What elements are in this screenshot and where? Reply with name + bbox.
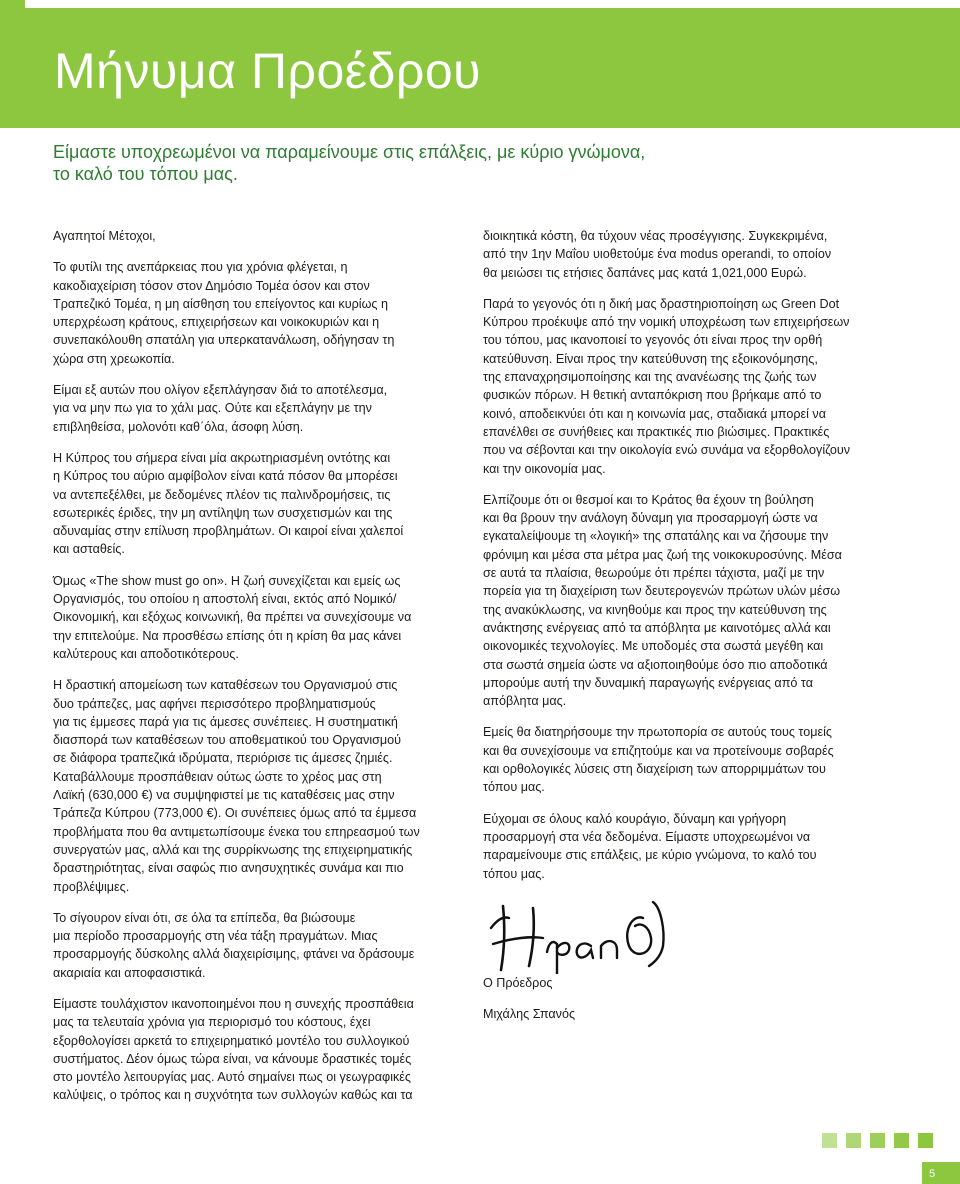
page-title: Μήνυμα Προέδρου xyxy=(54,43,481,99)
decor-square xyxy=(894,1133,909,1148)
paragraph: Παρά το γεγονός ότι η δική μας δραστηριοποίηση ως Green Dot Κύπρου προέκυψε από την νομική υποχρέωση των επιχειρήσεων του τόπου, μας ικανοποιεί το γεγονός ότι είναι προς την ορθή κατεύθυνση. Είναι προς την κατεύθυνση της εξοικονόμησης, της επαναχρησιμοποίησης και της ανανέωσης της ζωής των φυσικών πόρων. Η θετική ανταπόκριση που βρήκαμε από το κοινό, αποδεικνύει ότι και η κοινωνία μας, σταδιακά μπορεί να επανέλθει σε συνήθειες και πρακτικές πιο βιώσιμες. Πρακτικές που να σέβονται και την οικολογία ενώ συνάμα να εξορθολογίζουν και την οικονομία μας. xyxy=(483,296,851,476)
paragraph: Εύχομαι σε όλους καλό κουράγιο, δύναμη και γρήγορη προσαρμογή στα νέα δεδομένα. Είμαστε υποχρεωμένοι να παραμείνουμε στις επάλξεις, με κύριο γνώμονα, το καλό του τόπου μας. xyxy=(483,811,817,881)
header-notch xyxy=(25,0,960,8)
subtitle-line-1: Είμαστε υποχρεωμένοι να παραμείνουμε στις επάλξεις, με κύριο γνώμονα, xyxy=(53,142,646,162)
paragraph: Εμείς θα διατηρήσουμε την πρωτοπορία σε αυτούς τους τομείς και θα συνεχίσουμε να επιζητούμε και να προτείνουμε σοβαρές και ορθολογικές λύσεις στη διαχείριση των απορριμμάτων του τόπου μας. xyxy=(483,725,834,795)
signature xyxy=(483,896,723,974)
decor-square xyxy=(822,1133,837,1148)
paragraph: Η δραστική απομείωση των καταθέσεων του Οργανισμού στις δυο τράπεζες, μας αφήνει περισσότερο προβληματισμούς για τις έμμεσες παρά για τις άμεσες συνέπειες. Η συστηματική διασπορά των καταθέσεων του αποθεματικού του Οργανισμού σε διάφορα τραπεζικά ιδρύματα, περιόρισε τις άμεσες ζημιές. Καταβάλλουμε προσπάθειαν ούτως ώστε το χρέος μας στη Λαϊκή (630,000 €) να συμψηφιστεί με τις καταθέσεις μας στην Τράπεζα Κύπρου (773,000 €). Οι συνέπειες όμως από τα έμμεσα προβλήματα που θα αντιμετωπίσουμε ένεκα του επηρεασμού των συνεργατών μας, αλλά και της συρρίκνωσης της επιχειρηματικής δραστηριότητας, είναι σαφώς πιο ανησυχητικές συνάμα και πιο προβλέψιμες. xyxy=(53,678,420,894)
paragraph: Η Κύπρος του σήμερα είναι μία ακρωτηριασμένη οντότης και η Κύπρος του αύριο αμφίβολον είναι κατά πόσον θα μπορέσει να αντεπεξέλθει, με δεδομένες πλέον τις παλινδρομήσεις, τις εσωτερικές έριδες, την μη αντίληψη των συσχετισμών και της αδυναμίας στην επίλυση προβλημάτων. Οι καιροί είναι χαλεποί και ασταθείς. xyxy=(53,450,404,557)
signatory-name: Μιχάλης Σπανός xyxy=(483,1007,576,1022)
paragraph: διοικητικά κόστη, θα τύχουν νέας προσέγγισης. Συγκεκριμένα, από την 1ην Μαΐου υιοθετούμε ένα modus operandi, το οποίον θα μειώσει τις ετήσιες δαπάνες μας κατά 1,021,000 Ευρώ. xyxy=(483,229,832,280)
decor-square xyxy=(846,1133,861,1148)
signature-drawing xyxy=(483,896,723,974)
paragraph: Το φυτίλι της ανεπάρκειας που για χρόνια φλέγεται, η κακοδιαχείριση τόσον στον Δημόσιο Τομέα όσον και στον Τραπεζικό Τομέα, η μη αίσθηση του επείγοντος και κυρίως η υπερχρέωση κράτους, επιχειρήσεων και νοικοκυριών και η συνεπακόλουθη σπατάλη για υπερκατανάλωση, οδήγησαν τη χώρα στη χρεωκοπία. xyxy=(53,260,395,366)
left-column xyxy=(53,227,483,1118)
decor-square xyxy=(918,1133,933,1148)
paragraph: Είμαστε τουλάχιστον ικανοποιημένοι που η συνεχής προσπάθεια μας τα τελευταία χρόνια για περιορισμό του κόστους, έχει εξορθολογίσει αρκετά το επιχειρηματικό μοντέλο του συλλογικού συστήματος. Δέον όμως τώρα είναι, να κάνουμε δραστικές τομές στο μοντέλο λειτουργίας μας. Αυτό σημαίνει πως οι γεωγραφικές καλύψεις, ο τρόπος και η συχνότητα των συλλογών καθώς και τα xyxy=(53,996,414,1103)
decor-square xyxy=(870,1133,885,1148)
paragraph: Ελπίζουμε ότι οι θεσμοί και το Κράτος θα έχουν τη βούληση και θα βρουν την ανάλογη δύναμη για προσαρμογή ώστε να εγκαταλείψουμε τη «λογική» της σπατάλης και να ζήσουμε την φρόνιμη και μέσα στα μέτρα μας ζωή της νοικοκυροσύνης. Μέσα σε αυτά τα πλαίσια, θεωρούμε ότι πρέπει τάχιστα, μαζί με την πορεία για τη διαχείριση των δευτερογενών πρώτων υλών μέσω της ανακύκλωσης, να κινηθούμε και προς την κατεύθυνση της ανάκτησης ενέργειας από τα απόβλητα με καινοτόμες αλλά και οικονομικές τεχνολογίες. Με υποδομές στα σωστά μεγέθη και στα σωστά σημεία ώστε να αξιοποιηθούμε όσο πιο αποδοτικά μπορούμε αυτή την δυναμική παραγωγής ενέργειας από τα απόβλητα μας. xyxy=(483,492,842,709)
signatory-role: Ο Πρόεδρος xyxy=(483,975,553,990)
greeting: Αγαπητοί Μέτοχοι, xyxy=(53,229,156,243)
paragraph: Το σίγουρον είναι ότι, σε όλα τα επίπεδα, θα βιώσουμε μια περίοδο προσαρμογής στη νέα τάξη πραγμάτων. Μιας προσαρμογής δύσκολης αλλά διαχειρίσιμης, φτάνει να δράσουμε ακαριαία και αποφασιστικά. xyxy=(53,910,415,980)
subtitle-line-2: το καλό του τόπου μας. xyxy=(53,164,238,184)
paragraph: Είμαι εξ αυτών που ολίγον εξεπλάγησαν διά το αποτέλεσμα, για να μην πω για το χάλι μας. Ούτε και εξεπλάγην με την επιβληθείσα, μολονότι καθ΄όλα, άσοφη λύση. xyxy=(53,383,388,434)
right-column xyxy=(483,227,928,1036)
page-subtitle xyxy=(53,141,853,185)
paragraph: Όμως «The show must go on». Η ζωή συνεχίζεται και εμείς ως Οργανισμός, του οποίου η αποστολή είναι, εκτός από Νομικό/ Οικονομική, και εξόχως κοινωνική, θα πρέπει να συνεχίσουμε να την επιτελούμε. Να προσθέσω επίσης ότι η κρίση θα μας κάνει καλύτερους και αποδοτικότερους. xyxy=(53,573,412,661)
page-number: 5 xyxy=(928,1168,936,1180)
